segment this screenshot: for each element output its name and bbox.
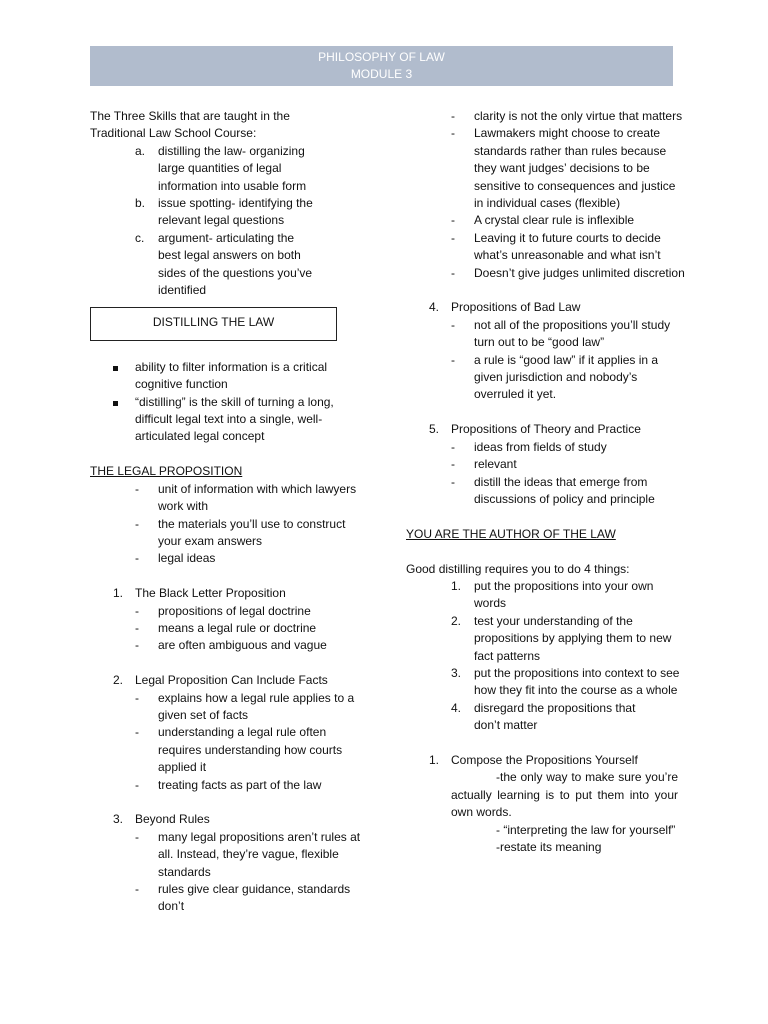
header-module: MODULE 3 [350, 67, 413, 81]
numbered-step: 1. put the propositions into your own words [406, 578, 686, 613]
document-header [90, 46, 673, 86]
list-item: - legal ideas [90, 550, 370, 567]
list-item: - Lawmakers might choose to create standards rather than rules because they want judges’ decisions to be sensitive to consequences and justice in individual cases (flexible) [406, 125, 686, 212]
bullet-item [90, 359, 370, 394]
list-text: argument- articulating the best legal answers on both sides of the questions you’ve identified [158, 230, 313, 298]
list-text: not all of the propositions you’ll study turn out to be “good law” [474, 317, 671, 350]
section-title: Beyond Rules [135, 812, 210, 827]
list-item: - many legal propositions aren’t rules at all. Instead, they’re vague, flexible standards [90, 829, 370, 881]
section-heading: YOU ARE THE AUTHOR OF THE LAW [406, 526, 616, 541]
section-title: Propositions of Bad Law [451, 300, 581, 315]
list-item: - a rule is “good law” if it applies in a given jurisdiction and nobody’s overruled it yet. [406, 352, 686, 404]
list-item: - are often ambiguous and vague [90, 637, 370, 654]
list-marker: a. [135, 143, 146, 158]
list-text: treating facts as part of the law [158, 777, 322, 792]
numbered-section: 1. The Black Letter Proposition [90, 585, 370, 602]
paragraph: Good distilling requires you to do 4 things: [406, 561, 630, 576]
list-item [90, 195, 370, 230]
numbered-section: 1. Compose the Propositions Yourself [406, 752, 686, 769]
section-heading: THE LEGAL PROPOSITION [90, 464, 243, 479]
list-item: - means a legal rule or doctrine [90, 620, 370, 637]
list-text: A crystal clear rule is inflexible [474, 213, 635, 228]
list-text: distill the ideas that emerge from discussions of policy and principle [474, 474, 655, 506]
square-bullet-icon [113, 366, 118, 371]
bullet-text: “distilling” is the skill of turning a long, difficult legal text into a single, well-articulated legal concept [135, 394, 334, 444]
list-marker: b. [135, 196, 146, 211]
list-item: - understanding a legal rule often requires understanding how courts applied it [90, 724, 370, 776]
numbered-section: 5. Propositions of Theory and Practice [406, 421, 686, 438]
list-item [90, 230, 370, 300]
list-text: Doesn’t give judges unlimited discretion [474, 265, 685, 280]
numbered-step: 3. put the propositions into context to see how they fit into the course as a whole [406, 665, 686, 700]
step-text: put the propositions into your own words [474, 578, 654, 611]
list-item: - clarity is not the only virtue that matters [406, 108, 686, 125]
list-item: - A crystal clear rule is inflexible [406, 212, 686, 229]
list-text: a rule is “good law” if it applies in a given jurisdiction and nobody’s overruled it yet. [474, 352, 659, 402]
numbered-section: 4. Propositions of Bad Law [406, 299, 686, 316]
numbered-section: 3. Beyond Rules [90, 811, 370, 828]
list-item: - distill the ideas that emerge from discussions of policy and principle [406, 474, 686, 509]
compose-body [406, 769, 686, 856]
square-bullet-icon [113, 401, 118, 406]
list-item: - not all of the propositions you’ll study turn out to be “good law” [406, 317, 686, 352]
list-text: legal ideas [158, 551, 216, 566]
list-text: many legal propositions aren’t rules at all. Instead, they’re vague, flexible standards [158, 829, 361, 879]
section-title: Compose the Propositions Yourself [451, 752, 638, 767]
intro-line: The Three Skills that are taught in the [90, 109, 290, 123]
section-box-title: DISTILLING THE LAW [90, 307, 337, 341]
step-text: test your understanding of the propositions by applying them to new fact patterns [474, 613, 672, 663]
left-column [90, 108, 370, 916]
list-marker: c. [135, 230, 145, 245]
list-text: propositions of legal doctrine [158, 603, 311, 618]
list-text: means a legal rule or doctrine [158, 620, 317, 635]
list-text: explains how a legal rule applies to a given set of facts [158, 690, 355, 722]
list-text: ideas from fields of study [474, 439, 607, 454]
list-text: unit of information with which lawyers work with [158, 481, 357, 514]
list-text: distilling the law- organizing large quantities of legal information into usable form [158, 143, 307, 193]
header-title: PHILOSOPHY OF LAW [318, 50, 445, 64]
section-title: The Black Letter Proposition [135, 586, 286, 601]
bullet-text: ability to filter information is a critical cognitive function [135, 359, 328, 392]
list-text: clarity is not the only virtue that matters [474, 109, 683, 123]
list-item: - propositions of legal doctrine [90, 603, 370, 620]
bullet-item [90, 394, 370, 446]
list-item: - explains how a legal rule applies to a given set of facts [90, 690, 370, 725]
list-text: the materials you’ll use to construct your exam answers [158, 516, 346, 548]
list-item [90, 143, 370, 195]
list-item: - the materials you’ll use to construct your exam answers [90, 516, 370, 551]
list-item: - Leaving it to future courts to decide what’s unreasonable and what isn’t [406, 230, 686, 265]
list-text: are often ambiguous and vague [158, 638, 327, 653]
step-text: disregard the propositions that don’t matter [474, 700, 636, 733]
list-text: relevant [474, 457, 517, 472]
list-text: understanding a legal rule often requires understanding how courts applied it [158, 725, 343, 775]
list-item: - Doesn’t give judges unlimited discretion [406, 265, 686, 282]
paragraph: - “interpreting the law for yourself” [496, 822, 676, 837]
paragraph: -the only way to make sure you’re actually learning is to put them into your own words. [451, 770, 678, 820]
list-text: rules give clear guidance, standards don’t [158, 881, 351, 914]
intro-line: Traditional Law School Course: [90, 126, 257, 141]
numbered-step: 2. test your understanding of the propositions by applying them to new fact patterns [406, 613, 686, 665]
list-text: issue spotting- identifying the relevant legal questions [158, 196, 313, 228]
section-title: Propositions of Theory and Practice [451, 422, 641, 437]
list-text: Lawmakers might choose to create standards rather than rules because they want judges’ decisions to be sensitive to consequences and justice in individual cases (flexible) [474, 126, 676, 211]
numbered-step: 4. disregard the propositions that don’t matter [406, 700, 686, 735]
list-item: - treating facts as part of the law [90, 777, 370, 794]
section-title: Legal Proposition Can Include Facts [135, 673, 328, 688]
list-item: - rules give clear guidance, standards don’t [90, 881, 370, 916]
list-item: - ideas from fields of study [406, 439, 686, 456]
numbered-section: 2. Legal Proposition Can Include Facts [90, 672, 370, 689]
paragraph: -restate its meaning [496, 839, 602, 854]
step-text: put the propositions into context to see how they fit into the course as a whole [474, 665, 680, 698]
list-text: Leaving it to future courts to decide what’s unreasonable and what isn’t [474, 230, 661, 263]
list-item: - relevant [406, 456, 686, 473]
right-column [406, 108, 686, 856]
list-item: - unit of information with which lawyers work with [90, 481, 370, 516]
